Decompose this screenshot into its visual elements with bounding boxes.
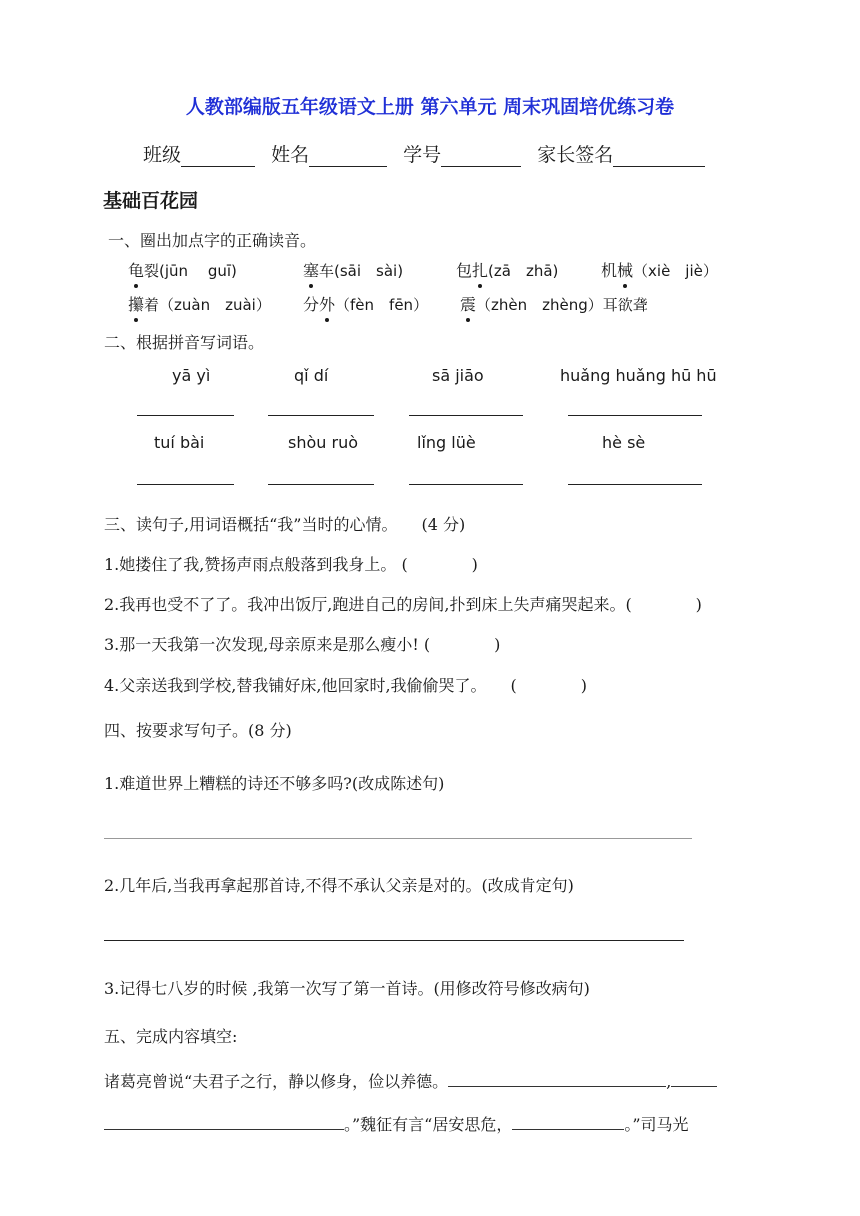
q5-comma: , (666, 1072, 672, 1091)
q4-item-3: 3.记得七八岁的时候 ,我第一次写了第一首诗。(用修改符号修改病句) (104, 979, 590, 998)
q1-heading: 一、圈出加点字的正确读音。 (108, 231, 317, 250)
q2-heading: 二、根据拼音写词语。 (104, 333, 265, 352)
name-field[interactable] (309, 146, 387, 167)
answer-line[interactable] (268, 415, 374, 416)
q5-line-1 (104, 1069, 717, 1092)
page-title: 人教部编版五年级语文上册 第六单元 周末巩固培优练习卷 (185, 96, 675, 118)
q5-line-2 (104, 1112, 689, 1135)
q1-item-2: 塞车(sāi sài) (303, 258, 403, 281)
answer-line[interactable] (409, 484, 523, 485)
answer-line[interactable] (568, 484, 702, 485)
fill-blank[interactable] (104, 1128, 344, 1130)
dotted-char: 外 (319, 292, 335, 315)
pinyin-2: qǐ dí (294, 366, 329, 385)
dotted-char: 械 (617, 258, 633, 281)
q4-heading: 四、按要求写句子。(8 分) (104, 721, 292, 740)
answer-line[interactable] (137, 484, 234, 485)
q3-item-4: 4.父亲送我到学校,替我铺好床,他回家时,我偷偷哭了。 ( ) (104, 676, 588, 695)
name-label: 姓名 (271, 144, 310, 166)
q5-line-1-text: 诸葛亮曾说“夫君子之行，静以修身，俭以养德。 (104, 1072, 449, 1091)
q4-item-2: 2.几年后,当我再拿起那首诗,不得不承认父亲是对的。(改成肯定句) (104, 876, 574, 895)
q1-item-4: 机械（xiè jiè） (601, 258, 718, 281)
class-field[interactable] (181, 146, 255, 167)
section-title: 基础百花园 (103, 190, 199, 212)
fill-blank[interactable] (671, 1085, 717, 1087)
dotted-char: 攥 (128, 292, 144, 315)
pinyin-1: yā yì (172, 366, 211, 385)
q1-item-6: 分外（fèn fēn） (303, 292, 428, 315)
pinyin-6: shòu ruò (288, 433, 358, 452)
q3-item-3: 3.那一天我第一次发现,母亲原来是那么瘦小! ( ) (104, 635, 501, 654)
answer-line[interactable] (137, 415, 234, 416)
q3-item-1: 1.她搂住了我,赞扬声雨点般落到我身上。 ( ) (104, 555, 478, 574)
q5-line-2-text-b: 。”司马光 (624, 1115, 689, 1134)
fill-blank[interactable] (448, 1085, 666, 1087)
fill-blank[interactable] (512, 1128, 624, 1130)
answer-line[interactable] (104, 940, 684, 941)
q1-item-1: 龟裂(jūn guī) (128, 258, 237, 281)
dotted-char: 龟 (128, 258, 144, 281)
dotted-char: 震 (460, 292, 476, 315)
q1-item-5: 攥着（zuàn zuài） (128, 292, 271, 315)
number-field[interactable] (441, 146, 521, 167)
q5-line-2-text-a: 。”魏征有言“居安思危， (344, 1115, 513, 1134)
answer-line[interactable] (409, 415, 523, 416)
dotted-char: 塞 (303, 258, 319, 281)
student-info-line (143, 140, 705, 167)
pinyin-5: tuí bài (154, 433, 205, 452)
q1-item-3: 包扎(zā zhā) (456, 258, 558, 281)
dotted-char: 扎 (472, 258, 488, 281)
number-label: 学号 (403, 144, 442, 166)
q3-item-2: 2.我再也受不了了。我冲出饭厅,跑进自己的房间,扑到床上失声痛哭起来。( ) (104, 595, 702, 614)
answer-line[interactable] (568, 415, 702, 416)
pinyin-3: sā jiāo (432, 366, 484, 385)
q1-item-7: 震（zhèn zhèng）耳欲聋 (460, 292, 648, 315)
pinyin-7: lǐng lüè (417, 433, 476, 452)
answer-line[interactable] (268, 484, 374, 485)
q3-heading: 三、读句子,用词语概括“我”当时的心情。 (4 分) (104, 515, 466, 534)
q4-item-1: 1.难道世界上糟糕的诗还不够多吗?(改成陈述句) (104, 774, 445, 793)
pinyin-4: huǎng huǎng hū hū (560, 366, 717, 385)
answer-line[interactable] (104, 838, 692, 839)
parent-signature-field[interactable] (613, 146, 705, 167)
q5-heading: 五、完成内容填空: (104, 1027, 238, 1046)
class-label: 班级 (143, 144, 182, 166)
parent-signature-label: 家长签名 (537, 144, 614, 166)
pinyin-8: hè sè (602, 433, 646, 452)
